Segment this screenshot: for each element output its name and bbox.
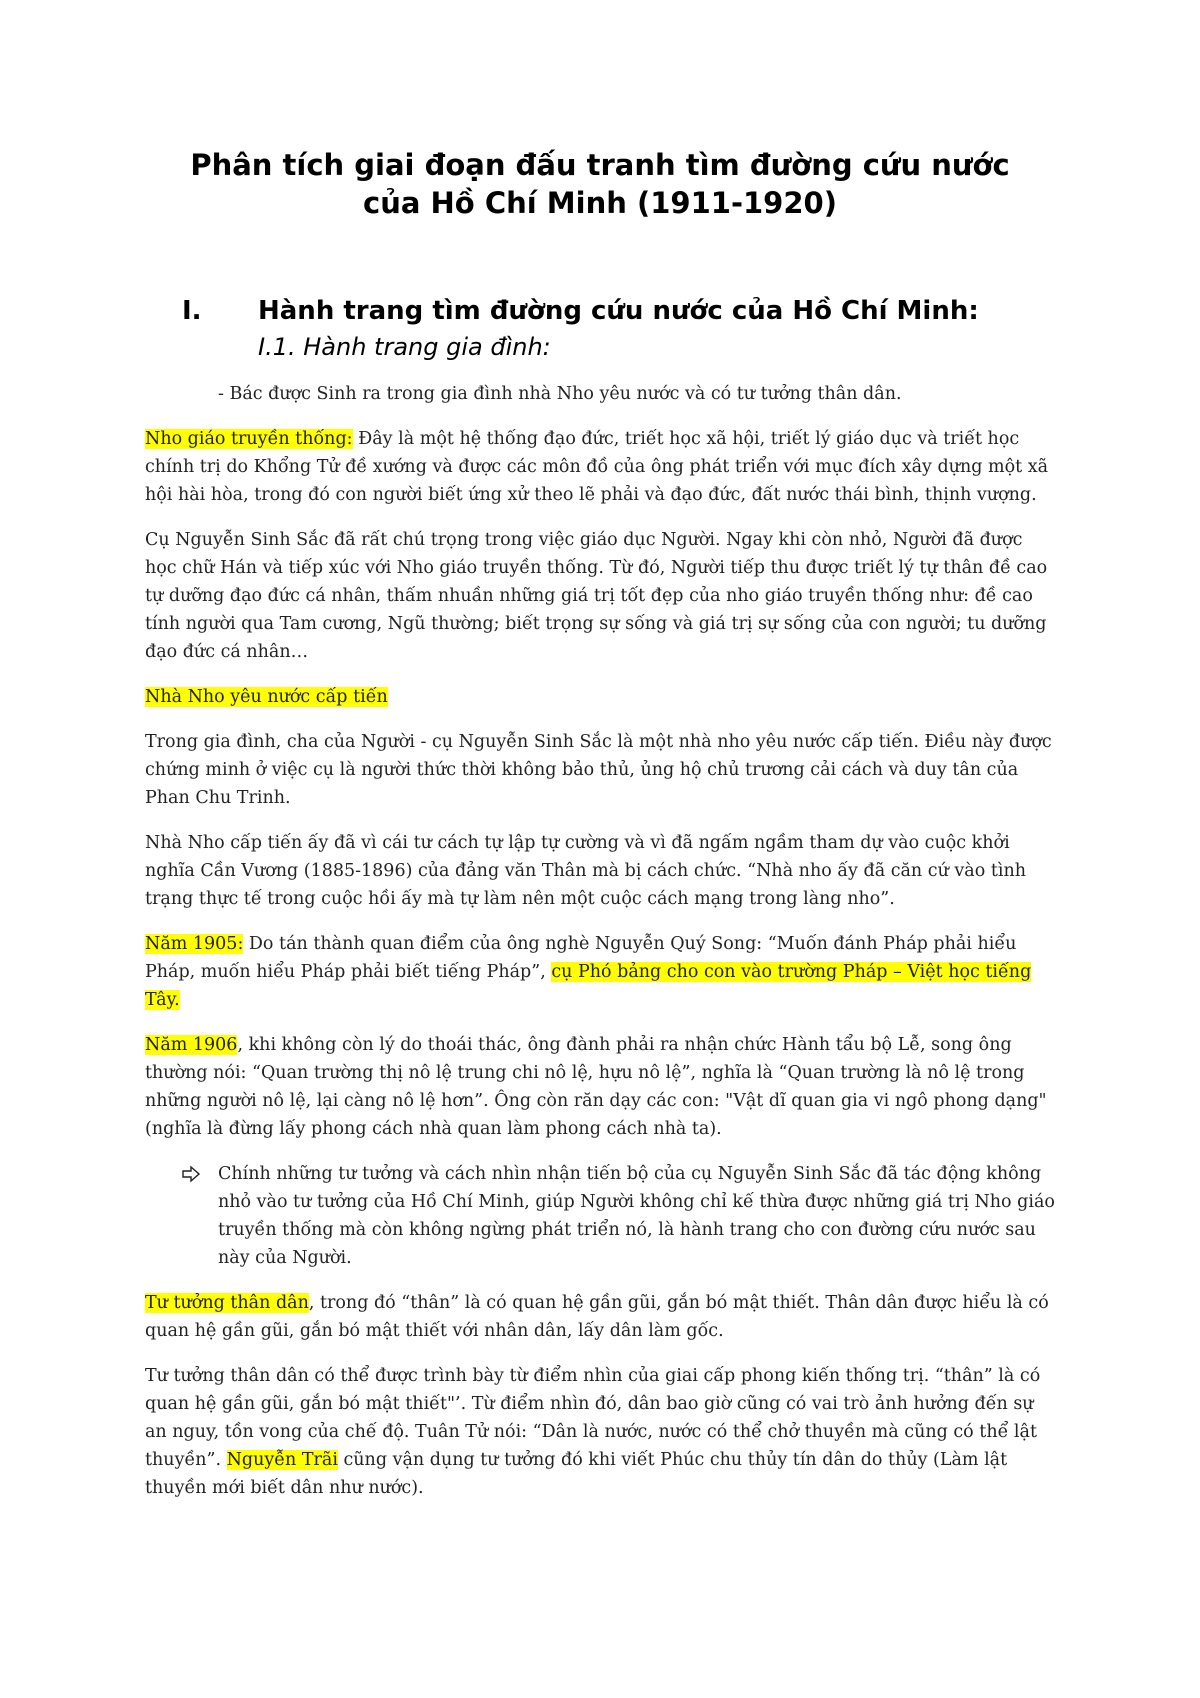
document-body bbox=[145, 380, 1055, 1519]
paragraph-1905 bbox=[145, 930, 1055, 1014]
paragraph-family-origin: - Bác được Sinh ra trong gia đình nhà Nho yêu nước và có tư tưởng thân dân. bbox=[218, 384, 902, 404]
highlight-confucianism: Nho giáo truyền thống: bbox=[145, 429, 353, 449]
paragraph-confucianism bbox=[145, 425, 1055, 509]
paragraph-progressive-confucian bbox=[145, 683, 1055, 711]
paragraph-text: , trong đó “thân” là có quan hệ gần gũi, gắn bó mật thiết. Thân dân được hiểu là có quan hệ gần gũi, gắn bó mật thiết với nhân dân, lấy dân làm gốc. bbox=[145, 1293, 1049, 1341]
section-number: I. bbox=[182, 296, 202, 326]
highlight-french-school: cụ Phó bảng cho con vào trường Pháp – Việt học tiếng Tây. bbox=[145, 962, 1032, 1010]
highlight-1905: Năm 1905: bbox=[145, 934, 244, 954]
title-line-2: của Hồ Chí Minh (1911-1920) bbox=[363, 186, 837, 220]
highlight-progressive-confucian: Nhà Nho yêu nước cấp tiến bbox=[145, 687, 388, 707]
paragraph-text: Do tán thành quan điểm của ông nghè Nguyễn Quý Song: “Muốn đánh Pháp phải hiểu Pháp, muốn hiểu Pháp phải biết tiếng Pháp”, bbox=[145, 934, 1017, 982]
paragraph-text: Đây là một hệ thống đạo đức, triết học xã hội, triết lý giáo dục và triết học chính trị do Khổng Tử đề xướng và được các môn đồ của ông phát triển với mục đích xây dựng một xã hội hài hòa, trong đó con người biết ứng xử theo lẽ phải và đạo đức, đất nước thái bình, thịnh vượng. bbox=[145, 429, 1049, 505]
highlight-than-dan: Tư tưởng thân dân bbox=[145, 1293, 309, 1313]
paragraph-can-vuong: Nhà Nho cấp tiến ấy đã vì cái tư cách tự lập tự cường và vì đã ngấm ngầm tham dự vào cuộc khởi nghĩa Cần Vương (1885-1896) của đảng văn Thân mà bị cách chức. “Nhà nho ấy đã căn cứ vào tình trạng thực tế trong cuộc hồi ấy mà tự làm nên một cuộc cách mạng trong làng nho”. bbox=[145, 833, 1026, 909]
highlight-1906: Năm 1906 bbox=[145, 1035, 238, 1055]
highlight-nguyen-trai: Nguyễn Trãi bbox=[226, 1450, 338, 1470]
paragraph-than-dan bbox=[145, 1289, 1055, 1345]
arrow-right-outline-icon bbox=[181, 1164, 201, 1184]
section-heading-1 bbox=[182, 294, 1082, 328]
paragraph-father: Trong gia đình, cha của Người - cụ Nguyễn Sinh Sắc là một nhà nho yêu nước cấp tiến. Điều này được chứng minh ở việc cụ là người thức thời không bảo thủ, ủng hộ chủ trương cải cách và duy tân của Phan Chu Trinh. bbox=[145, 732, 1052, 808]
paragraph-1906 bbox=[145, 1031, 1055, 1143]
paragraph-text: Tư tưởng thân dân có thể được trình bày từ điểm nhìn của giai cấp phong kiến thống trị. “thân” là có quan hệ gần gũi, gắn bó mật thiết"’. Từ điểm nhìn đó, dân bao giờ cũng có vai trò ảnh hưởng đến sự an nguy, tồn vong của chế độ. Tuân Tử nói: “Dân là nước, nước có thể chở thuyền mà cũng có thể lật thuyền”. bbox=[145, 1366, 1041, 1470]
paragraph-text: cũng vận dụng tư tưởng đó khi viết Phúc chu thủy tín dân do thủy (Làm lật thuyền mới biết dân như nước). bbox=[145, 1450, 1008, 1498]
paragraph-education: Cụ Nguyễn Sinh Sắc đã rất chú trọng trong việc giáo dục Người. Ngay khi còn nhỏ, Người đã được học chữ Hán và tiếp xúc với Nho giáo truyền thống. Từ đó, Người tiếp thu được triết lý tự thân đề cao tự dưỡng đạo đức cá nhân, thấm nhuần những giá trị tốt đẹp của nho giáo truyền thống như: đề cao tính người qua Tam cương, Ngũ thường; biết trọng sự sống và giá trị sự sống của con người; tu dưỡng đạo đức cá nhân… bbox=[145, 530, 1048, 662]
bullet-conclusion-text: Chính những tư tưởng và cách nhìn nhận tiến bộ của cụ Nguyễn Sinh Sắc đã tác động không nhỏ vào tư tưởng của Hồ Chí Minh, giúp Người không chỉ kế thừa được những giá trị Nho giáo truyền thống mà còn không ngừng phát triển nó, là hành trang cho con đường cứu nước sau này của Người. bbox=[218, 1164, 1055, 1268]
section-heading-text: Hành trang tìm đường cứu nước của Hồ Chí Minh: bbox=[258, 296, 979, 326]
paragraph-text: , khi không còn lý do thoái thác, ông đành phải ra nhận chức Hành tẩu bộ Lễ, song ông thường nói: “Quan trường thị nô lệ trung chi nô lệ, hựu nô lệ”, nghĩa là “Quan trường là nô lệ trong những người nô lệ, lại càng nô lệ hơn”. Ông còn răn dạy các con: "Vật dĩ quan gia vi ngô phong dạng" (nghĩa là đừng lấy phong cách nhà quan làm phong cách nhà ta). bbox=[145, 1035, 1047, 1139]
bullet-conclusion bbox=[145, 1160, 1055, 1272]
paragraph-tuan-tu bbox=[145, 1362, 1055, 1502]
title-line-1: Phân tích giai đoạn đấu tranh tìm đường cứu nước bbox=[190, 148, 1010, 182]
subsection-heading: I.1. Hành trang gia đình: bbox=[258, 333, 551, 361]
document-title bbox=[145, 146, 1055, 222]
